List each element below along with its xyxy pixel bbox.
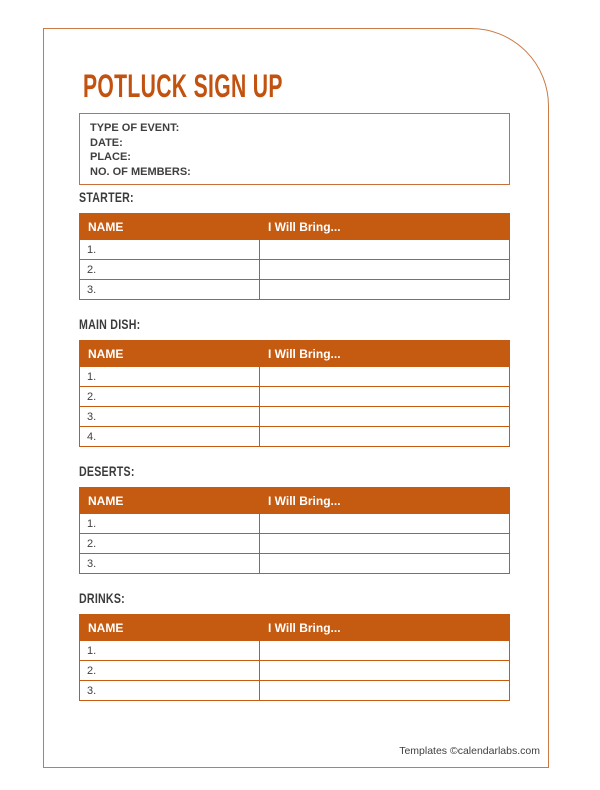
row-bring-cell bbox=[260, 240, 510, 260]
row-number-cell: 3. bbox=[80, 280, 260, 300]
signup-section bbox=[79, 590, 510, 701]
row-number-cell: 2. bbox=[80, 661, 260, 681]
row-number-cell: 1. bbox=[80, 514, 260, 534]
row-bring-cell bbox=[260, 427, 510, 447]
section-heading-row bbox=[79, 463, 510, 478]
event-type-label: TYPE OF EVENT: bbox=[90, 122, 180, 134]
row-bring-cell bbox=[260, 407, 510, 427]
signup-section bbox=[79, 463, 510, 574]
event-info-box bbox=[79, 113, 510, 185]
row-bring-cell bbox=[260, 514, 510, 534]
table-header-row bbox=[80, 341, 510, 367]
event-members-label: NO. OF MEMBERS: bbox=[90, 165, 191, 178]
table-row bbox=[80, 661, 510, 681]
row-number-cell: 1. bbox=[80, 641, 260, 661]
row-number-cell: 3. bbox=[80, 407, 260, 427]
table-header-row bbox=[80, 214, 510, 240]
table-row bbox=[80, 260, 510, 280]
table-row bbox=[80, 554, 510, 574]
footer-credit: Templates ©calendarlabs.com bbox=[399, 745, 540, 757]
table-row bbox=[80, 514, 510, 534]
table-header-row bbox=[80, 615, 510, 641]
row-bring-cell bbox=[260, 280, 510, 300]
row-bring-cell bbox=[260, 387, 510, 407]
table-row bbox=[80, 240, 510, 260]
column-header-bring: I Will Bring... bbox=[260, 341, 510, 367]
row-bring-cell bbox=[260, 661, 510, 681]
row-bring-cell bbox=[260, 641, 510, 661]
signup-section bbox=[79, 189, 510, 300]
section-heading-row bbox=[79, 590, 510, 605]
signup-table bbox=[79, 340, 510, 447]
column-header-name: NAME bbox=[80, 214, 260, 240]
table-row bbox=[80, 407, 510, 427]
table-row bbox=[80, 367, 510, 387]
page-title: POTLUCK SIGN UP bbox=[83, 68, 283, 104]
row-number-cell: 2. bbox=[80, 260, 260, 280]
column-header-bring: I Will Bring... bbox=[260, 488, 510, 514]
row-bring-cell bbox=[260, 554, 510, 574]
signup-table bbox=[79, 614, 510, 701]
row-number-cell: 4. bbox=[80, 427, 260, 447]
row-number-cell: 1. bbox=[80, 240, 260, 260]
event-date-label: DATE: bbox=[90, 136, 123, 149]
row-bring-cell bbox=[260, 681, 510, 701]
table-row bbox=[80, 427, 510, 447]
row-number-cell: 3. bbox=[80, 681, 260, 701]
section-heading: STARTER: bbox=[79, 189, 134, 205]
row-number-cell: 3. bbox=[80, 554, 260, 574]
signup-section bbox=[79, 316, 510, 447]
row-number-cell: 1. bbox=[80, 367, 260, 387]
section-heading-row bbox=[79, 189, 510, 204]
table-header-row bbox=[80, 488, 510, 514]
section-heading: MAIN DISH: bbox=[79, 316, 141, 332]
column-header-name: NAME bbox=[80, 341, 260, 367]
column-header-bring: I Will Bring... bbox=[260, 615, 510, 641]
section-heading: DESERTS: bbox=[79, 463, 135, 479]
section-heading-row bbox=[79, 316, 510, 331]
table-row bbox=[80, 641, 510, 661]
column-header-bring: I Will Bring... bbox=[260, 214, 510, 240]
row-number-cell: 2. bbox=[80, 534, 260, 554]
table-row bbox=[80, 387, 510, 407]
table-row bbox=[80, 681, 510, 701]
table-row bbox=[80, 534, 510, 554]
page-content bbox=[44, 29, 548, 701]
row-bring-cell bbox=[260, 534, 510, 554]
document-page bbox=[43, 28, 549, 768]
sections bbox=[79, 189, 510, 701]
row-bring-cell bbox=[260, 367, 510, 387]
row-number-cell: 2. bbox=[80, 387, 260, 407]
table-row bbox=[80, 280, 510, 300]
column-header-name: NAME bbox=[80, 488, 260, 514]
column-header-name: NAME bbox=[80, 615, 260, 641]
row-bring-cell bbox=[260, 260, 510, 280]
signup-table bbox=[79, 213, 510, 300]
event-place-label: PLACE: bbox=[90, 151, 131, 163]
title-row bbox=[79, 69, 510, 103]
section-heading: DRINKS: bbox=[79, 590, 125, 606]
signup-table bbox=[79, 487, 510, 574]
